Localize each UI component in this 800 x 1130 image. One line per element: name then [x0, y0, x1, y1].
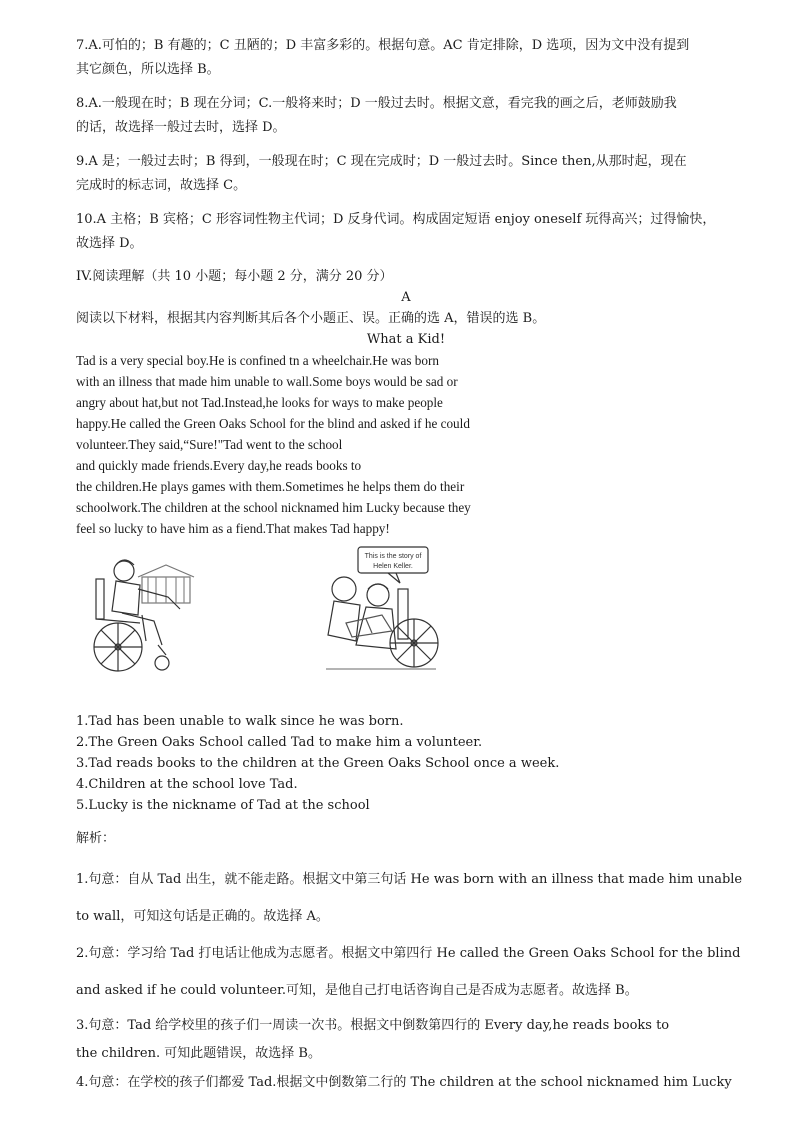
- answer-8-line1: 8.A.一般现在时；B 现在分词；C.一般将来时；D 一般过去时。根据文意，看完我的画之后，老师鼓励我: [76, 96, 677, 111]
- section-part-label: A: [401, 290, 411, 305]
- analysis-2-line1: 2.句意：学习给 Tad 打电话让他成为志愿者。根据文中第四行 He called the Green Oaks School for the blind: [76, 946, 741, 961]
- passage-line: Tad is a very special boy.He is confined tn a wheelchair.He was born: [76, 353, 439, 368]
- passage-line: schoolwork.The children at the school nicknamed him Lucky because they: [76, 500, 471, 515]
- answer-10-line1: 10.A 主格；B 宾格；C 形容词性物主代词；D 反身代词。构成固定短语 enjoy oneself 玩得高兴；过得愉快，: [76, 212, 716, 227]
- answer-7-line2: 其它颜色，所以选择 B。: [76, 62, 220, 77]
- answer-9: [76, 150, 736, 198]
- passage-line: and quickly made friends.Every day,he reads books to: [76, 458, 362, 473]
- true-false-questions: [76, 711, 736, 816]
- analysis-3-line2: the children. 可知此题错误，故选择 B。: [76, 1046, 321, 1061]
- section-title: IV.阅读理解（共 10 小题；每小题 2 分，满分 20 分）: [76, 269, 393, 284]
- passage-title: What a Kid!: [366, 332, 446, 347]
- analysis-2: [76, 935, 741, 1009]
- question-item: 5.Lucky is the nickname of Tad at the school: [76, 798, 370, 813]
- passage-line: angry about hat,but not Tad.Instead,he looks for ways to make people: [76, 395, 443, 410]
- analysis-1-line1: 1.句意：自从 Tad 出生，就不能走路。根据文中第三句话 He was born with an illness that made him unable: [76, 872, 743, 887]
- analysis-1-line2: to wall，可知这句话是正确的。故选择 A。: [76, 909, 329, 924]
- speech-bubble-line2: Helen Keller.: [373, 563, 413, 570]
- reading-illustration: [326, 545, 446, 673]
- answer-8-line2: 的话，故选择一般过去时，选择 D。: [76, 120, 286, 135]
- answer-9-line1: 9.A 是；一般过去时；B 得到，一般现在时；C 现在完成时；D 一般过去时。Since then,从那时起，现在: [76, 154, 687, 169]
- answer-9-line2: 完成时的标志词，故选择 C。: [76, 178, 247, 193]
- analysis-4-line1: 4.句意：在学校的孩子们都爱 Tad.根据文中倒数第二行的 The children at the school nicknamed him Lucky: [76, 1075, 732, 1090]
- passage-line: volunteer.They said,“Sure!"Tad went to the school: [76, 437, 343, 452]
- document-page: [76, 34, 743, 1101]
- answer-7-line1: 7.A.可怕的；B 有趣的；C 丑陋的；D 丰富多彩的。根据句意。AC 肯定排除，D 选项，因为文中没有提到: [76, 38, 690, 53]
- analysis-3: [76, 1009, 736, 1064]
- passage-line: the children.He plays games with them.Sometimes he helps them do their: [76, 479, 465, 494]
- question-item: 4.Children at the school love Tad.: [76, 777, 298, 792]
- question-item: 1.Tad has been unable to walk since he was born.: [76, 714, 404, 729]
- analysis-2-line2: and asked if he could volunteer.可知，是他自己打电话咨询自己是否成为志愿者。故选择 B。: [76, 983, 638, 998]
- question-item: 2.The Green Oaks School called Tad to make him a volunteer.: [76, 735, 483, 750]
- analysis-4: [76, 1064, 736, 1101]
- analysis-label: 解析：: [76, 831, 116, 846]
- answer-8: [76, 92, 736, 140]
- reading-passage: [76, 350, 736, 539]
- illustrations: [76, 549, 736, 699]
- section-instruction: 阅读以下材料，根据其内容判断其后各个小题正、误。正确的选 A，错误的选 B。: [76, 311, 546, 326]
- analysis-1: [76, 861, 743, 935]
- question-item: 3.Tad reads books to the children at the Green Oaks School once a week.: [76, 756, 560, 771]
- answer-7: [76, 34, 736, 82]
- answer-10: [76, 208, 736, 256]
- wheelchair-boy-illustration: [82, 549, 202, 679]
- passage-line: happy.He called the Green Oaks School for the blind and asked if he could: [76, 416, 470, 431]
- passage-line: feel so lucky to have him as a fiend.That makes Tad happy!: [76, 521, 390, 536]
- passage-line: with an illness that made him unable to wall.Some boys would be sad or: [76, 374, 458, 389]
- analysis-3-line1: 3.句意：Tad 给学校里的孩子们一周读一次书。根据文中倒数第四行的 Every day,he reads books to: [76, 1018, 670, 1033]
- answer-10-line2: 故选择 D。: [76, 236, 143, 251]
- speech-bubble-line1: This is the story of: [364, 553, 422, 560]
